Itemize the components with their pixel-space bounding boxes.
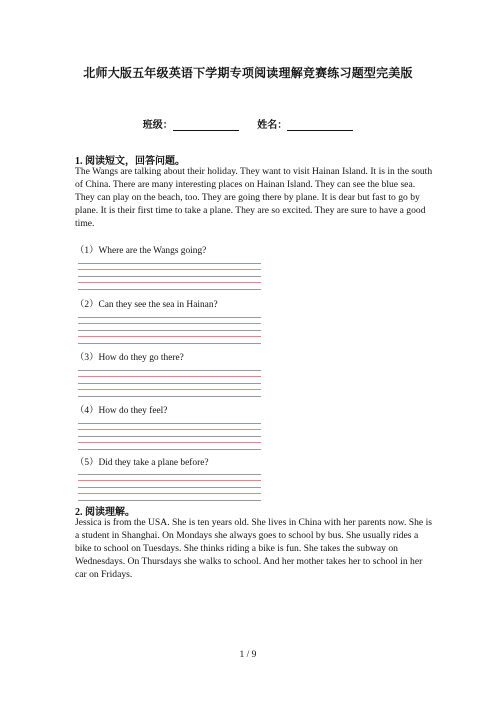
name-label: 姓名： [257, 120, 288, 131]
question-1: （1）Where are the Wangs going? [75, 246, 207, 256]
question-2: （2）Can they see the sea in Hainan? [75, 300, 218, 310]
section2-passage: Jessica is from the USA. She is ten years old. She lives in China with her parents now. She is a student in Shanghai. On Mondays she always goes to school by bus. She usually rides a bike to school on Tuesdays. She thinks riding a bike is fun. She takes the subway on Wednesdays. On Thursdays she walks to school. And her mother takes her to school in her car on Fridays. [75, 517, 432, 580]
student-info-row [0, 116, 496, 131]
answer-lines-3[interactable] [78, 364, 261, 397]
name-blank[interactable] [287, 120, 353, 131]
answer-lines-1[interactable] [78, 257, 261, 290]
section1-passage: The Wangs are talking about their holiday. They want to visit Hainan Island. It is in the south of China. There are many interesting places on Hainan Island. They can see the blue sea. They can play on the beach, too. They are going there by plane. It is dear but fast to go by plane. It is their first time to take a plane. They are so excited. They are sure to have a good time. [75, 166, 433, 229]
question-3: （3）How do they go there? [75, 353, 184, 363]
answer-lines-2[interactable] [78, 311, 261, 344]
section1-heading: 1. 阅读短文，回答问题。 [75, 156, 185, 167]
question-5: （5）Did they take a plane before? [75, 458, 209, 468]
class-label: 班级： [142, 120, 173, 131]
class-blank[interactable] [173, 120, 239, 131]
question-4: （4）How do they feel? [75, 406, 168, 416]
document-title: 北师大版五年级英语下学期专项阅读理解竞赛练习题型完美版 [83, 66, 413, 80]
answer-lines-5[interactable] [78, 468, 261, 501]
page-number: 1 / 9 [239, 650, 257, 660]
section2-heading: 2. 阅读理解。 [75, 507, 135, 518]
answer-lines-4[interactable] [78, 417, 261, 450]
